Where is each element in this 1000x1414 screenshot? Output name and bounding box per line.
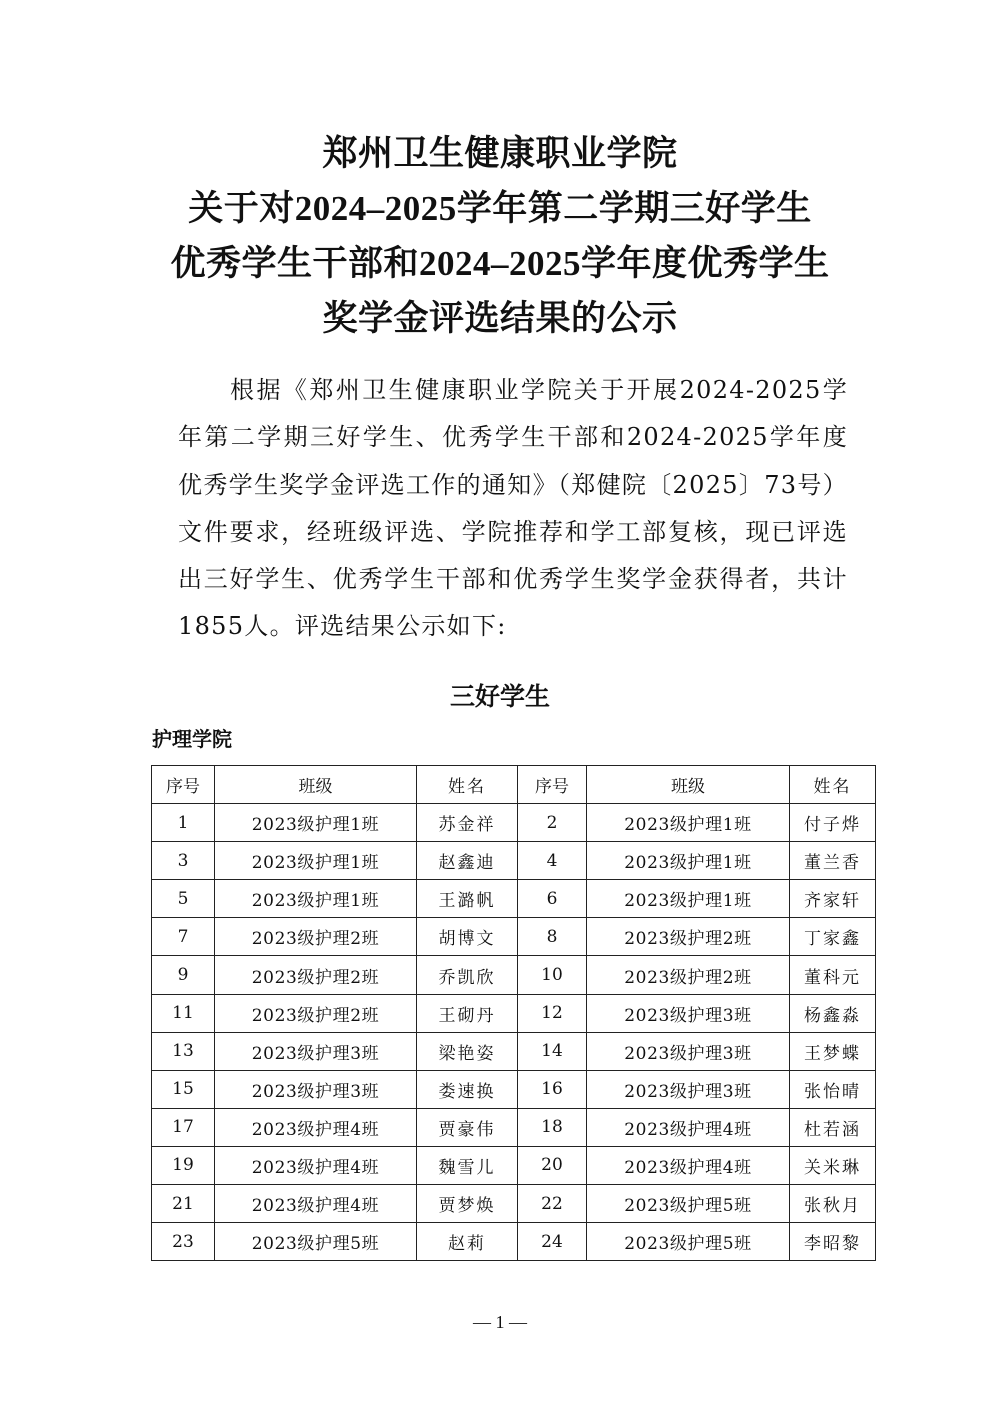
cell-class: 2023级护理2班 [215, 918, 417, 956]
cell-class: 2023级护理2班 [215, 994, 417, 1032]
cell-index: 23 [152, 1223, 215, 1261]
cell-name: 关米琳 [790, 1146, 876, 1184]
table-row [152, 842, 876, 880]
cell-index: 19 [152, 1146, 215, 1184]
page-number: — 1 — [473, 1312, 527, 1332]
table-row [152, 1185, 876, 1223]
cell-class: 2023级护理1班 [587, 842, 790, 880]
cell-index: 7 [152, 918, 215, 956]
cell-class: 2023级护理1班 [215, 880, 417, 918]
cell-index: 3 [152, 842, 215, 880]
table-row [152, 1223, 876, 1261]
cell-class: 2023级护理4班 [215, 1185, 417, 1223]
cell-name: 丁家鑫 [790, 918, 876, 956]
table-row [152, 1146, 876, 1184]
cell-class: 2023级护理1班 [587, 804, 790, 842]
body-paragraph: 根据《郑州卫生健康职业学院关于开展2024-2025学年第二学期三好学生、优秀学生干部和2024-2025学年度优秀学生奖学金评选工作的通知》（郑健院〔2025〕73号）文件要求，经班级评选、学院推荐和学工部复核，现已评选出三好学生、优秀学生干部和优秀学生奖学金获得者，共计1855人。评选结果公示如下: [178, 376, 848, 641]
cell-name: 董科元 [790, 956, 876, 994]
cell-index: 20 [518, 1146, 587, 1184]
title-line: 郑州卫生健康职业学院 [322, 134, 678, 173]
cell-class: 2023级护理1班 [215, 842, 417, 880]
cell-class: 2023级护理3班 [587, 1032, 790, 1070]
cell-index: 14 [518, 1032, 587, 1070]
column-header-index: 序号 [152, 766, 215, 804]
table-body [152, 804, 876, 1261]
cell-name: 贾梦焕 [417, 1185, 518, 1223]
cell-index: 6 [518, 880, 587, 918]
column-header-index: 序号 [518, 766, 587, 804]
cell-name: 杨鑫淼 [790, 994, 876, 1032]
cell-name: 魏雪儿 [417, 1146, 518, 1184]
column-header-class: 班级 [215, 766, 417, 804]
cell-name: 王梦蝶 [790, 1032, 876, 1070]
cell-class: 2023级护理3班 [587, 1070, 790, 1108]
table-row [152, 804, 876, 842]
cell-index: 2 [518, 804, 587, 842]
table-row [152, 1032, 876, 1070]
title-line: 优秀学生干部和2024–2025学年度优秀学生 [170, 244, 830, 283]
cell-name: 梁艳姿 [417, 1032, 518, 1070]
table-row [152, 994, 876, 1032]
section-heading: 三好学生 [449, 682, 550, 711]
cell-class: 2023级护理2班 [587, 956, 790, 994]
cell-class: 2023级护理5班 [215, 1223, 417, 1261]
cell-index: 10 [518, 956, 587, 994]
cell-name: 付子烨 [790, 804, 876, 842]
table-header-row [152, 766, 876, 804]
cell-class: 2023级护理3班 [215, 1032, 417, 1070]
cell-name: 赵鑫迪 [417, 842, 518, 880]
cell-index: 15 [152, 1070, 215, 1108]
cell-class: 2023级护理1班 [587, 880, 790, 918]
cell-name: 齐家轩 [790, 880, 876, 918]
cell-name: 王砌丹 [417, 994, 518, 1032]
table-row [152, 918, 876, 956]
table-row [152, 956, 876, 994]
cell-index: 1 [152, 804, 215, 842]
table-row [152, 880, 876, 918]
title-line: 关于对2024–2025学年第二学期三好学生 [188, 189, 812, 228]
cell-class: 2023级护理1班 [215, 804, 417, 842]
cell-name: 张怡晴 [790, 1070, 876, 1108]
cell-class: 2023级护理4班 [587, 1108, 790, 1146]
cell-index: 16 [518, 1070, 587, 1108]
cell-class: 2023级护理5班 [587, 1223, 790, 1261]
table-row [152, 1108, 876, 1146]
cell-index: 13 [152, 1032, 215, 1070]
column-header-name: 姓名 [790, 766, 876, 804]
cell-name: 胡博文 [417, 918, 518, 956]
document-title [0, 126, 1000, 346]
cell-name: 乔凯欣 [417, 956, 518, 994]
column-header-class: 班级 [587, 766, 790, 804]
college-heading: 护理学院 [152, 727, 232, 751]
cell-name: 娄速换 [417, 1070, 518, 1108]
cell-index: 21 [152, 1185, 215, 1223]
cell-index: 9 [152, 956, 215, 994]
cell-name: 张秋月 [790, 1185, 876, 1223]
table-row [152, 1070, 876, 1108]
cell-index: 8 [518, 918, 587, 956]
announcement-body [178, 367, 848, 651]
cell-index: 22 [518, 1185, 587, 1223]
cell-index: 11 [152, 994, 215, 1032]
cell-class: 2023级护理4班 [587, 1146, 790, 1184]
cell-name: 赵莉 [417, 1223, 518, 1261]
cell-name: 李昭黎 [790, 1223, 876, 1261]
cell-index: 24 [518, 1223, 587, 1261]
cell-class: 2023级护理4班 [215, 1108, 417, 1146]
cell-index: 12 [518, 994, 587, 1032]
cell-index: 5 [152, 880, 215, 918]
cell-index: 4 [518, 842, 587, 880]
cell-name: 贾豪伟 [417, 1108, 518, 1146]
column-header-name: 姓名 [417, 766, 518, 804]
cell-class: 2023级护理4班 [215, 1146, 417, 1184]
cell-index: 18 [518, 1108, 587, 1146]
student-roster-table [151, 765, 876, 1261]
cell-index: 17 [152, 1108, 215, 1146]
cell-class: 2023级护理2班 [587, 918, 790, 956]
cell-name: 王潞帆 [417, 880, 518, 918]
cell-class: 2023级护理5班 [587, 1185, 790, 1223]
cell-name: 苏金祥 [417, 804, 518, 842]
cell-name: 董兰香 [790, 842, 876, 880]
cell-class: 2023级护理3班 [587, 994, 790, 1032]
title-line: 奖学金评选结果的公示 [322, 299, 678, 338]
cell-class: 2023级护理2班 [215, 956, 417, 994]
cell-name: 杜若涵 [790, 1108, 876, 1146]
cell-class: 2023级护理3班 [215, 1070, 417, 1108]
